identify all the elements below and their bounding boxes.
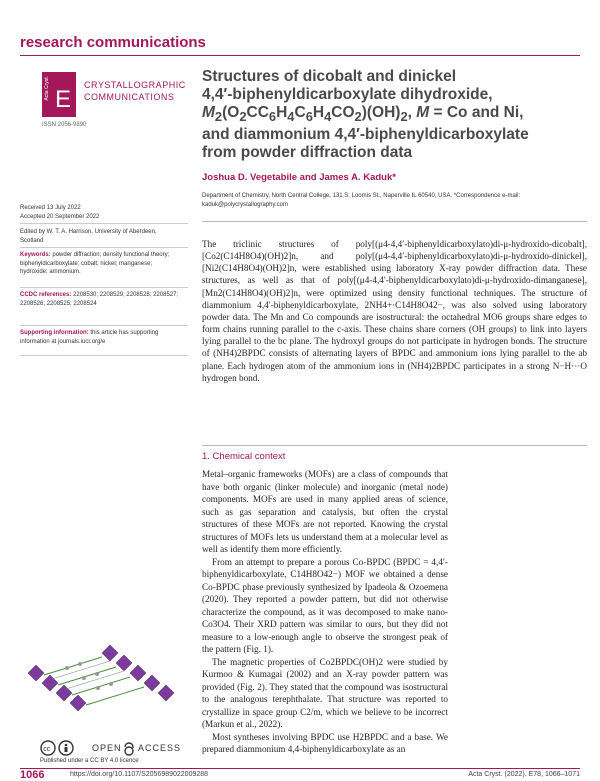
- linker: [86, 687, 144, 705]
- octahedron: [158, 685, 174, 701]
- divider: [20, 287, 188, 288]
- edited-by: Edited by W. T. A. Harrison, University of Aberdeen, Scotland: [20, 229, 157, 244]
- title-frag: 6: [268, 109, 277, 125]
- divider: [20, 247, 188, 248]
- title-line-4: and diammonium 4,4′-biphenyldicarboxylate: [202, 126, 529, 144]
- paragraph: Most syntheses involving BPDC use H2BPDC and a base. We prepared diammonium 4,4-biphenyldicarboxylate as an: [202, 731, 448, 754]
- atom: [65, 666, 69, 670]
- affiliation: Department of Chemistry, North Central College, 131 S. Loomis St., Naperville IL 60540, USA. *Correspondence e-mail: kaduk@polycrystallography.com: [202, 193, 521, 208]
- authors: Joshua D. Vegetabile and James A. Kaduk*: [202, 172, 396, 183]
- octahedron: [116, 655, 132, 671]
- support-text: this article has supporting information at journals.iucr.org/e: [20, 330, 159, 345]
- title-frag: CC: [246, 104, 269, 121]
- svg-text:cc: cc: [43, 746, 51, 753]
- title-frag: 2: [214, 109, 223, 125]
- support-label: Supporting information:: [20, 330, 89, 336]
- citation: Acta Cryst. (2022). E78, 1066–1071: [468, 771, 580, 778]
- title-frag: 4: [324, 109, 332, 125]
- title-frag: M: [202, 104, 215, 121]
- title-frag: = Co and Ni,: [429, 104, 524, 121]
- atom: [95, 672, 99, 676]
- divider: [20, 325, 188, 326]
- accepted-date: Accepted 20 September 2022: [20, 213, 100, 220]
- supporting-information: [20, 329, 180, 346]
- footer-rule: [20, 768, 580, 769]
- title-frag: 4: [287, 109, 295, 125]
- title-frag: (O: [222, 104, 240, 121]
- paragraph: From an attempt to prepare a porous Co-BPDC (BPDC = 4,4′-biphenyldicarboxylate, C14H8O42−) MOF we obtained a dense Co-BPDC phase previously synthesized by Ipadeola & Ozoemena (2020). They reported a powder pattern, but did not otherwise characterize the compound, as it was decomposed to make nano-Co3O4. Their XRD pattern was similar to ours, but they did not measure to a low-enough angle to observe the strongest peak of the pattern (Fig. 1).: [202, 556, 448, 654]
- octahedron: [56, 685, 72, 701]
- logo-letter: E: [55, 86, 72, 113]
- page-number: 1066: [20, 769, 45, 781]
- divider: [202, 445, 587, 446]
- paragraph: The magnetic properties of Co2BPDC(OH)2 were studied by Kurmoo & Kumagai (2002) and an X-ray powder pattern was provided (Fig. 2). They stated that the compound was isostructural to the analogous terephthalate. That structure was reported to crystallize in space group C2/m, which we believe to be incorrect (Markun et al., 2022).: [202, 656, 448, 729]
- header-rule: [20, 55, 580, 56]
- article-title: [202, 68, 587, 162]
- octahedron: [70, 695, 86, 711]
- atom: [96, 686, 100, 690]
- journal-brand: [84, 79, 186, 103]
- title-frag: ,: [407, 104, 417, 121]
- journal-section-title: research communications: [20, 34, 206, 51]
- open-access-icon: [125, 743, 133, 755]
- title-frag: 2: [354, 109, 362, 125]
- divider: [202, 221, 587, 222]
- body-text: [202, 468, 448, 756]
- title-line-1: Structures of dicobalt and dinickel: [202, 68, 457, 85]
- octahedron: [144, 675, 160, 691]
- title-frag: H: [276, 104, 288, 121]
- oa-open-text: OPEN: [92, 743, 122, 753]
- keywords-label: Keywords:: [20, 252, 51, 258]
- keywords: [20, 251, 180, 277]
- crystal-structure-figure: [22, 635, 182, 725]
- title-frag: C: [294, 104, 306, 121]
- dates: [20, 204, 188, 221]
- title-line-2: 4,4′-biphenyldicarboxylate dihydroxide,: [202, 86, 493, 103]
- received-date: Received 13 July 2022: [20, 205, 81, 211]
- journal-logo: [42, 72, 76, 117]
- title-line-3: [202, 104, 587, 126]
- octahedron: [130, 665, 146, 681]
- title-frag: 6: [305, 109, 313, 125]
- title-frag: )(OH): [361, 104, 401, 121]
- license-text: Published under a CC BY 4.0 licence: [40, 758, 139, 764]
- ccdc-text: 2208530; 2208529; 2208528; 2208527; 2208526; 2208525; 2208524: [20, 292, 179, 307]
- oa-access-text: ACCESS: [138, 743, 182, 753]
- brand-line-2: COMMUNICATIONS: [84, 92, 175, 102]
- brand-line-1: CRYSTALLOGRAPHIC: [84, 80, 186, 90]
- keywords-text: powder diffraction; density functional theory; biphenyldicarboxylate; cobalt; nickel; manganese; hydroxide; ammonium.: [20, 252, 170, 275]
- logo-journal-name: Acta Cryst.: [44, 76, 50, 101]
- divider: [20, 223, 188, 224]
- title-frag: M: [416, 104, 430, 121]
- octahedron: [28, 665, 44, 681]
- abstract: The triclinic structures of poly[(μ4-4,4′-biphenyldicarboxylato)di-μ-hydroxido-dicobalt], [Co2(C14H8O4)(OH)2]n, and poly[(μ4-4,4′-biphenyldicarboxylato)di-μ-hydroxido-dinickel], [Ni2(C14H8O4)(OH)2]n, were established using laboratory X-ray powder diffraction data. These structures, as well as that of poly[(μ4-4,4′-biphenyldicarboxylato)di-μ-hydroxido-dimanganese], [Mn2(C14H8O4)(OH)2]n, were optimized using density functional techniques. The structure of diammonium 4,4′-biphenyldicarboxylate, 2NH4+·C14H8O42−, was also solved using laboratory powder data. The Mn and Co compounds are isostructural: the octahedral MO6 groups share edges to form chains running parallel to the c-axis. These chains share corners (OH groups) to link into layers lying parallel to the bc plane. The hydroxyl groups do not participate in hydrogen bonds. The structure of (NH4)2BPDC consists of alternating layers of BPDC and ammonium ions lying parallel to the ab plane. Each hydrogen atom of the ammonium ions in (NH4)2BPDC participates in a strong N−H···O hydrogen bond.: [202, 239, 587, 383]
- atom: [78, 662, 82, 666]
- octahedron: [42, 675, 58, 691]
- ccdc-label: CCDC references:: [20, 292, 72, 298]
- title-frag: 2: [239, 109, 247, 125]
- atom: [109, 682, 113, 686]
- doi-link[interactable]: https://doi.org/10.1107/S2056989022009288: [70, 771, 209, 778]
- title-frag: CO: [331, 104, 355, 121]
- section-heading: 1. Chemical context: [202, 451, 286, 462]
- title-frag: H: [312, 104, 325, 121]
- issn: ISSN 2056-9890: [42, 122, 87, 128]
- octahedron: [102, 645, 118, 661]
- linker: [72, 677, 130, 695]
- title-line-5: from powder diffraction data: [202, 144, 413, 162]
- title-frag: 2: [400, 109, 408, 125]
- atom: [82, 676, 86, 680]
- ccdc-references: [20, 291, 180, 308]
- paragraph: Metal–organic frameworks (MOFs) are a class of compounds that have both organic (linker molecule) and inorganic (metal node) components. MOFs are used in many applied areas of science, such as gas separation and catalysis, but often the crystal structures of these MOFs are not reported. Knowing the crystal structures of MOFs lets us understand them at a molecular level as well as identify them more efficiently.: [202, 469, 448, 554]
- divider: [20, 355, 188, 356]
